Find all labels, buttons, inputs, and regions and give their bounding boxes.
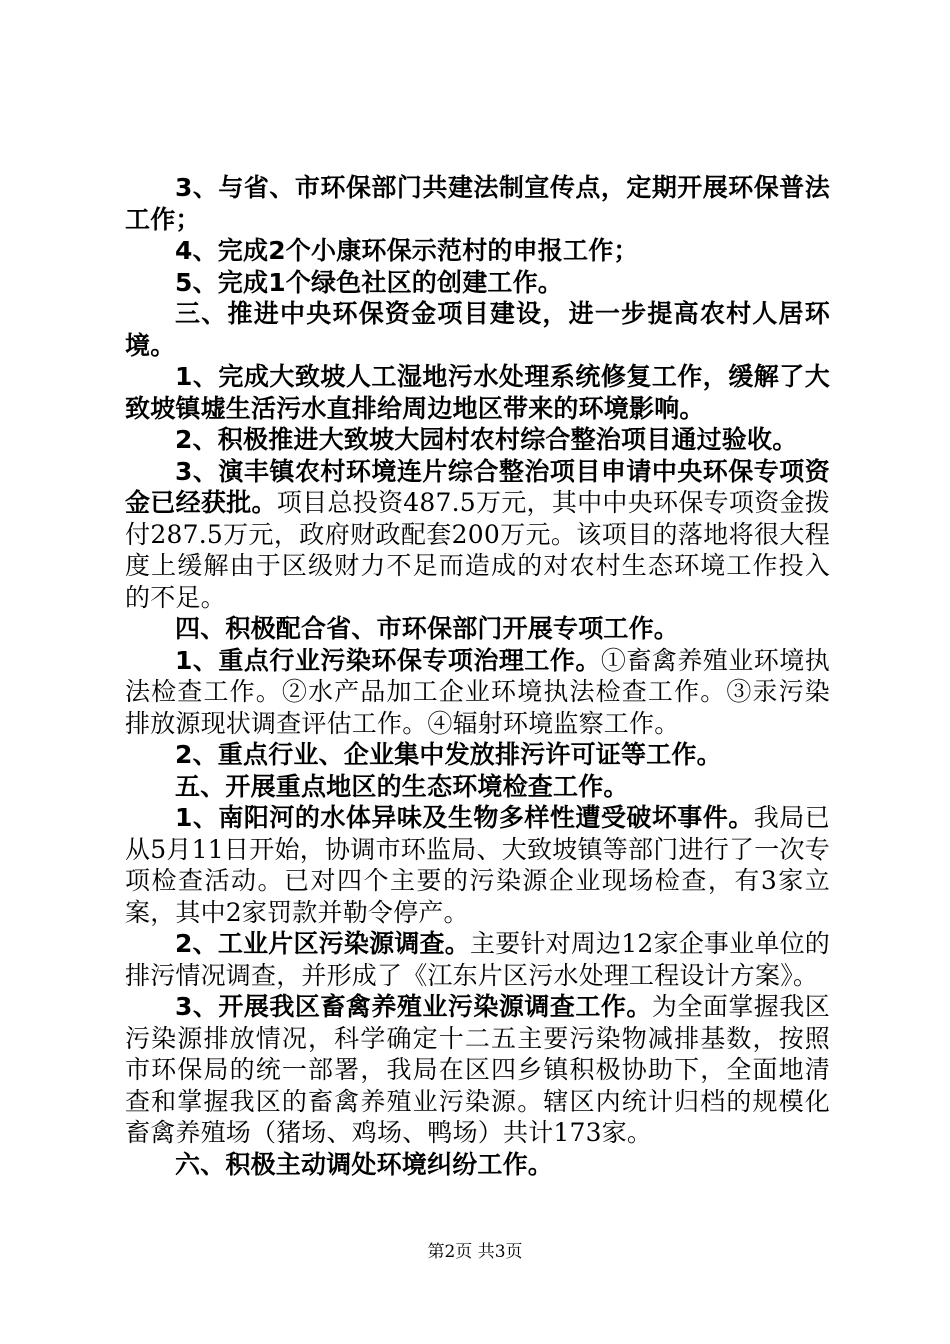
paragraph: 2、积极推进大致坡大园村农村综合整治项目通过验收。	[175, 425, 798, 454]
paragraph: 2、工业片区污染源调查。主要针对周边12家企事业单位的排污情况调查，并形成了《江东片区污水处理工程设计方案》。	[125, 929, 830, 990]
paragraph: 1、完成大致坡人工湿地污水处理系统修复工作，缓解了大致坡镇墟生活污水直排给周边地区带来的环境影响。	[125, 362, 830, 423]
section-heading: 三、推进中央环保资金项目建设，进一步提高农村人居环境。	[125, 299, 830, 360]
section-heading: 六、积极主动调处环境纠纷工作。	[175, 1149, 554, 1179]
section-heading: 五、开展重点地区的生态环境检查工作。	[175, 771, 629, 801]
paragraph: 3、开展我区畜禽养殖业污染源调查工作。为全面掌握我区污染源排放情况，科学确定十二五主要污染物减排基数，按照市环保局的统一部署，我局在区四乡镇积极协助下，全面地清查和掌握我区的畜禽养殖业污染源。辖区内统计归档的规模化畜禽养殖场（猪场、鸡场、鸭场）共计173家。	[125, 992, 831, 1147]
paragraph: 5、完成1个绿色社区的创建工作。	[175, 267, 563, 297]
page-footer: 第2页 共3页	[427, 1242, 523, 1262]
document-body	[125, 172, 830, 1180]
paragraph: 1、南阳河的水体异味及生物多样性遭受破坏事件。我局已从5月11日开始，协调市环监局、大致坡镇等部门进行了一次专项检查活动。已对四个主要的污染源企业现场检查，有3家立案，其中2家罚款并勒令停产。	[125, 803, 830, 927]
paragraph: 4、完成2个小康环保示范村的申报工作；	[175, 236, 639, 265]
paragraph: 3、演丰镇农村环境连片综合整治项目申请中央环保专项资金已经获批。项目总投资487.5万元，其中中央环保专项资金拨付287.5万元，政府财政配套200万元。该项目的落地将很大程度上缓解由于区级财力不足而造成的对农村生态环境工作投入的不足。	[125, 456, 831, 612]
section-heading: 四、积极配合省、市环保部门开展专项工作。	[175, 614, 680, 643]
paragraph: 2、重点行业、企业集中发放排污许可证等工作。	[175, 740, 722, 769]
paragraph: 1、重点行业污染环保专项治理工作。①畜禽养殖业环境执法检查工作。②水产品加工企业环境执法检查工作。③汞污染排放源现状调查评估工作。④辐射环境监察工作。	[125, 645, 830, 738]
paragraph: 3、与省、市环保部门共建法制宣传点，定期开展环保普法工作；	[125, 173, 830, 234]
